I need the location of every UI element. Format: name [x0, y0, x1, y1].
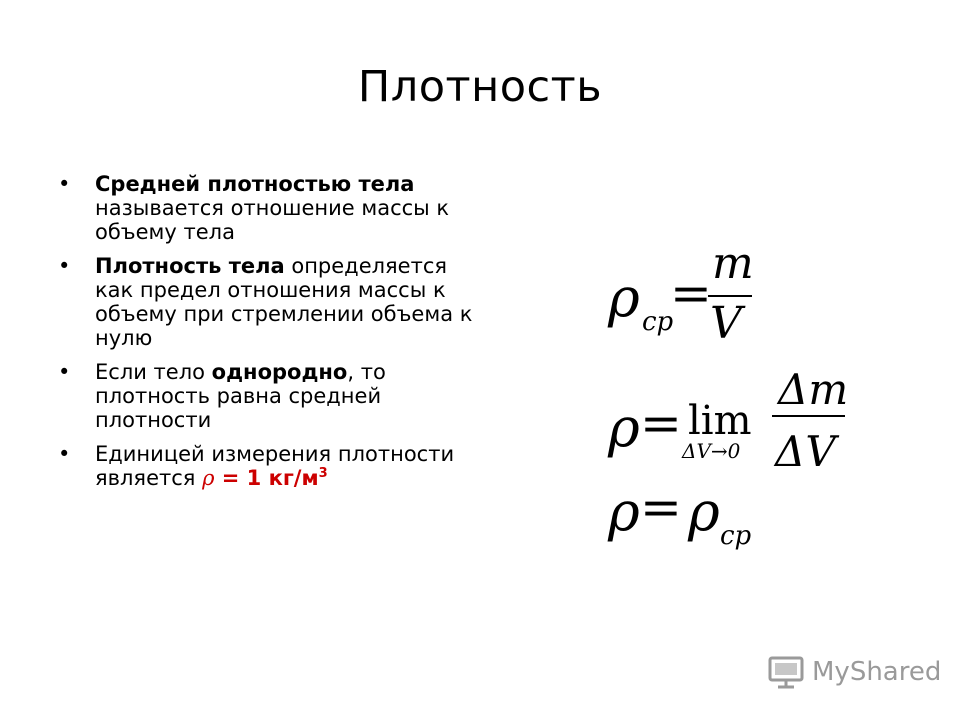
bullet-item — [58, 442, 478, 490]
watermark-text: MyShared — [812, 657, 942, 687]
bullet-bold-text: Средней плотностью тела — [95, 172, 415, 196]
formula-numerator: m — [712, 238, 754, 289]
bullet-pre-text: Если тело — [95, 360, 212, 384]
slide-title: Плотность — [357, 62, 603, 112]
formula-homogeneous-density — [560, 470, 890, 560]
bullet-text: Единицей измерения плотности является — [95, 442, 455, 490]
formula-lim: lim — [688, 398, 752, 444]
unit-exponent: 3 — [318, 466, 328, 481]
bullet-text: называется отношение массы к объему тела — [95, 196, 450, 244]
formula-denominator: ΔV — [775, 427, 836, 476]
formula-subscript: ср — [642, 307, 674, 337]
bullet-text: определяется как предел отношения массы к объему при стремлении объема к нулю — [95, 254, 473, 350]
formula-lim-subscript: ΔV→0 — [682, 439, 741, 463]
unit-value: = 1 кг/м — [214, 466, 319, 490]
bullet-text: , то плотность равна средней плотности — [95, 360, 386, 432]
formula-average-density — [560, 238, 890, 358]
bullet-list — [58, 172, 478, 500]
rho-symbol: ρ — [202, 466, 215, 490]
formula-rho: ρ — [608, 480, 640, 543]
bullet-item — [58, 360, 478, 432]
formula-equals: = — [640, 478, 682, 536]
formula-rho: ρ — [608, 266, 640, 329]
bullet-dot-icon: • — [58, 442, 71, 466]
bullet-bold-text: Плотность тела — [95, 254, 285, 278]
bullet-item — [58, 172, 478, 244]
formula-rho: ρ — [608, 396, 640, 459]
bullet-dot-icon: • — [58, 172, 71, 196]
bullet-bold-text: однородно — [211, 360, 348, 384]
density-unit — [202, 466, 328, 490]
formula-equals: = — [640, 394, 682, 452]
watermark-logo — [768, 652, 941, 692]
formula-numerator: Δm — [778, 368, 849, 414]
formula-denominator: V — [710, 298, 742, 349]
formula-subscript: ср — [720, 521, 752, 551]
bullet-item — [58, 254, 478, 350]
bullet-dot-icon: • — [58, 360, 71, 384]
projector-screen-icon — [768, 655, 804, 689]
formula-rho: ρ — [688, 480, 720, 543]
bullet-dot-icon: • — [58, 254, 71, 278]
formula-equals: = — [670, 264, 712, 322]
